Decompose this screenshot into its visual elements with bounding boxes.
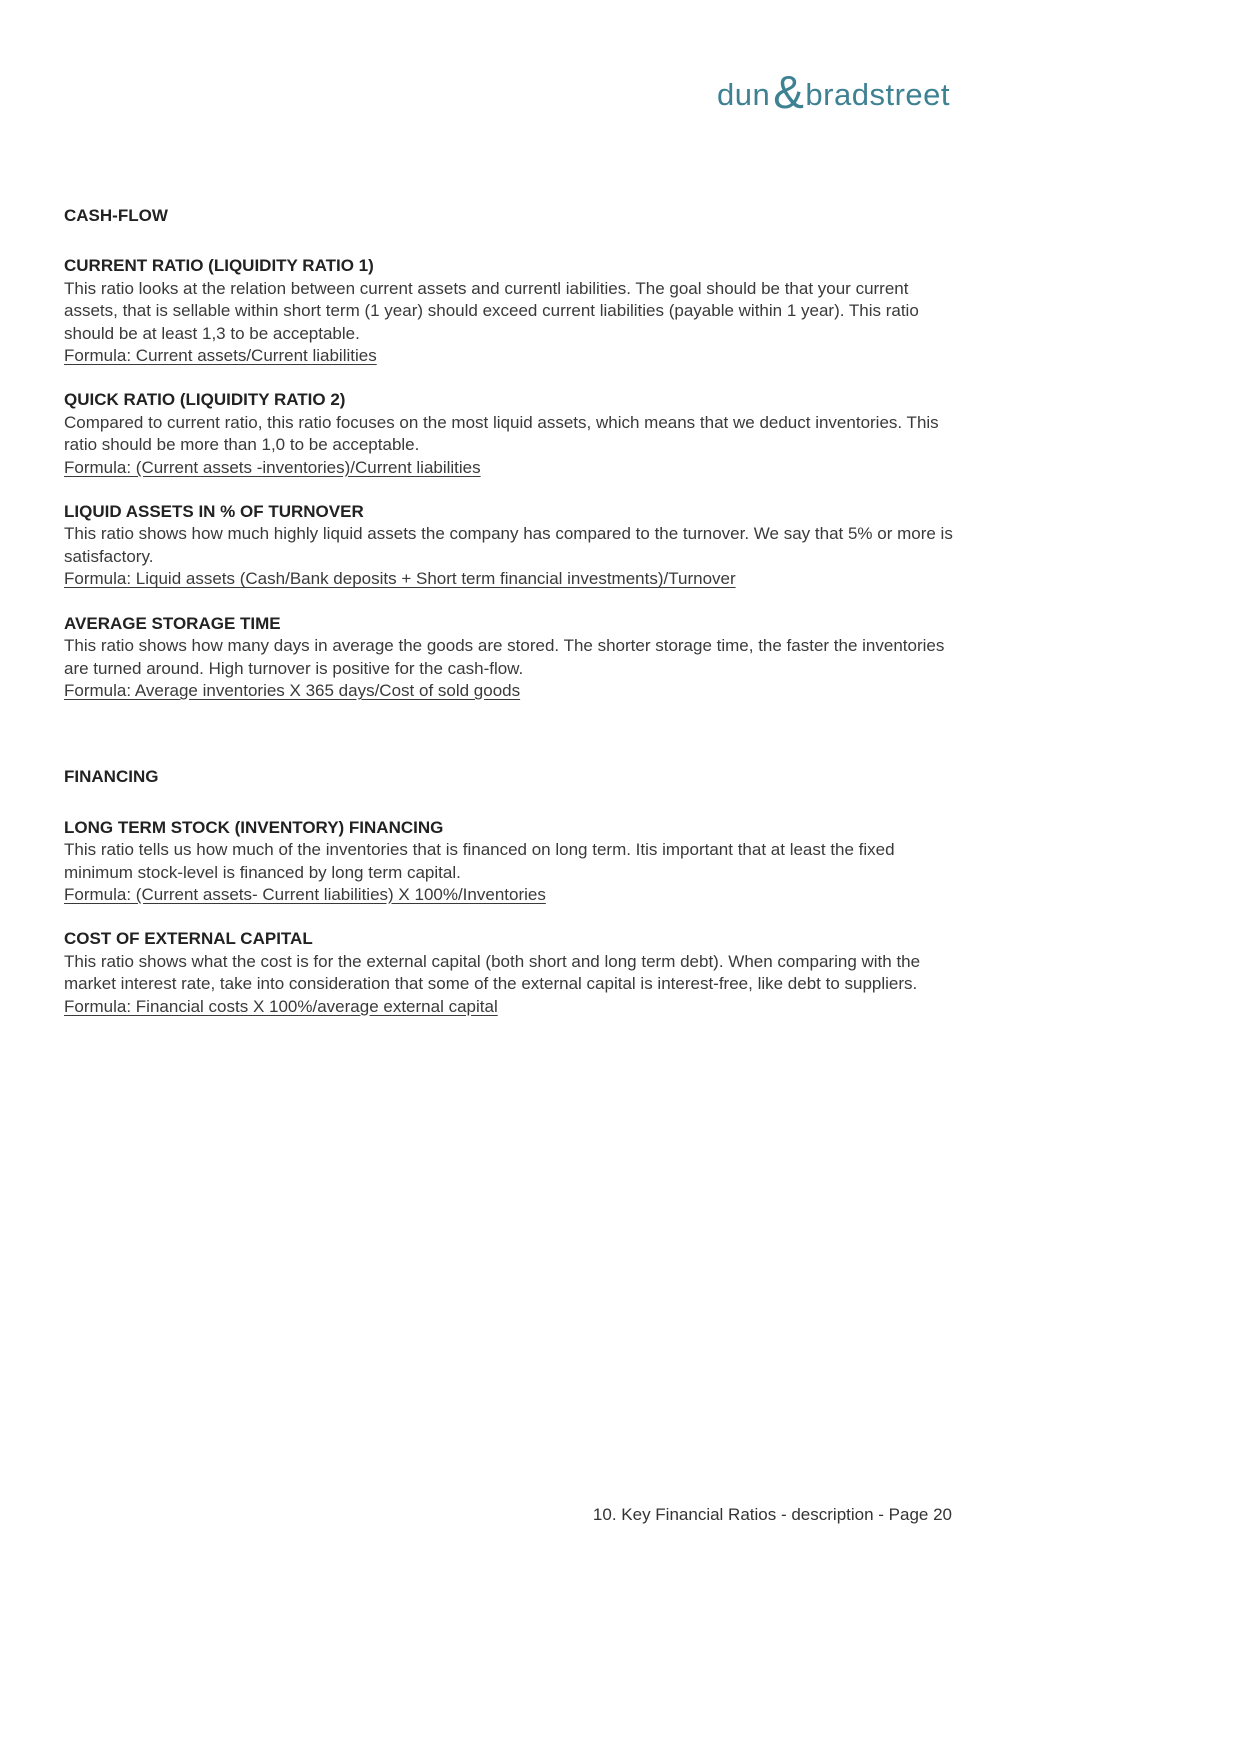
document-content [64,205,954,1040]
ratio-item-long-term-stock-financing [64,817,954,907]
ratio-description: This ratio shows how many days in average the goods are stored. The shorter storage time, the faster the inventories are turned around. High turnover is positive for the cash-flow. [64,636,945,678]
ratio-item-quick-ratio [64,389,954,479]
ratio-description: This ratio shows what the cost is for the external capital (both short and long term debt). When comparing with the market interest rate, take into consideration that some of the external capital is interest-free, like debt to suppliers. [64,951,921,994]
footer-page-label: 10. Key Financial Ratios - description - Page 20 [592,1505,952,1524]
ratio-formula: Formula: Liquid assets (Cash/Bank deposits + Short term financial investments)/Turnover [64,569,736,589]
ratio-formula: Formula: (Current assets- Current liabilities) X 100%/Inventories [64,884,546,904]
ratio-heading: CURRENT RATIO (LIQUIDITY RATIO 1) [64,256,374,276]
ratio-heading: QUICK RATIO (LIQUIDITY RATIO 2) [64,390,346,410]
ratio-item-average-storage-time [64,613,954,703]
ratio-description: This ratio tells us how much of the inventories that is financed on long term. Itis important that at least the fixed minimum stock-level is financed by long term capital. [64,840,895,882]
ratio-formula: Formula: (Current assets -inventories)/Current liabilities [64,457,481,477]
logo-word-bradstreet: bradstreet [805,77,950,112]
ratio-item-cost-of-external-capital [64,928,954,1018]
section-title: FINANCING [64,767,159,787]
logo-word-dun: dun [717,77,771,112]
ratio-heading: LIQUID ASSETS IN % OF TURNOVER [64,502,364,522]
ratio-item-liquid-assets [64,501,954,591]
ratio-formula: Formula: Average inventories X 365 days/Cost of sold goods [64,680,521,700]
section-title: CASH-FLOW [64,206,168,225]
section-financing [64,766,954,1018]
ratio-formula: Formula: Financial costs X 100%/average external capital [64,996,498,1016]
ratio-heading: COST OF EXTERNAL CAPITAL [64,929,313,949]
ratio-heading: AVERAGE STORAGE TIME [64,613,281,633]
ratio-description: Compared to current ratio, this ratio focuses on the most liquid assets, which means that we deduct inventories. This ratio should be more than 1,0 to be acceptable. [64,412,939,455]
ratio-description: This ratio shows how much highly liquid assets the company has compared to the turnover. We say that 5% or more is satisfactory. [64,524,953,566]
ratio-heading: LONG TERM STOCK (INVENTORY) FINANCING [64,817,444,837]
ratio-description: This ratio looks at the relation between current assets and currentl iabilities. The goal should be that your current assets, that is sellable within short term (1 year) should exceed current liabilities (payable within 1 year). This ratio should be at least 1,3 to be acceptable. [64,278,919,343]
ratio-item-current-ratio [64,255,954,367]
dun-and-bradstreet-logo [717,66,950,118]
logo-ampersand-icon: & [773,66,805,118]
section-cash-flow [64,205,954,702]
ratio-formula: Formula: Current assets/Current liabilities [64,346,377,366]
